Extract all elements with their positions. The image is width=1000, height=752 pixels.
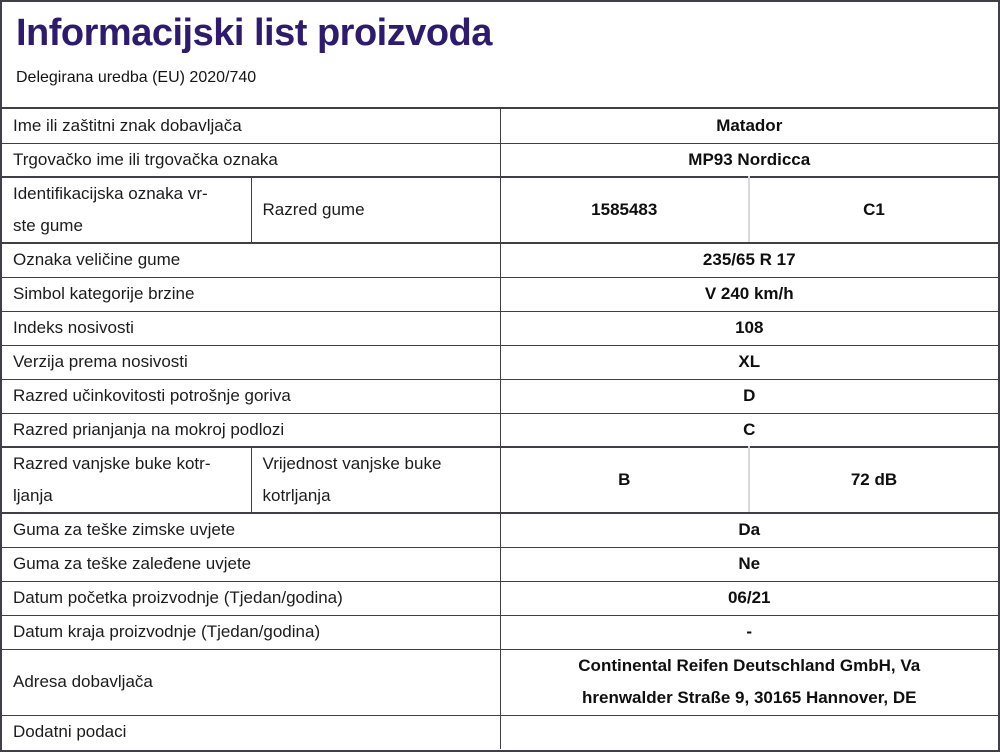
table-row: [2, 177, 998, 243]
row-value: [500, 715, 998, 749]
row-label: Oznaka veličine gume: [2, 243, 500, 277]
table-row: [2, 513, 998, 547]
product-info-table: [2, 109, 998, 749]
table-row: [2, 547, 998, 581]
table-row: [2, 447, 998, 513]
row-value: -: [500, 615, 998, 649]
row-value-primary: B: [500, 447, 749, 513]
table-row: [2, 715, 998, 749]
row-label: Razred vanjske buke kotr- ljanja: [2, 447, 251, 513]
row-sublabel: Razred gume: [251, 177, 500, 243]
row-value: V 240 km/h: [500, 277, 998, 311]
row-value: XL: [500, 345, 998, 379]
table-row: [2, 277, 998, 311]
table-row: [2, 345, 998, 379]
row-label: Datum početka proizvodnje (Tjedan/godina): [2, 581, 500, 615]
regulation-subtitle: Delegirana uredba (EU) 2020/740: [16, 69, 257, 86]
row-value-primary: 1585483: [500, 177, 749, 243]
table-row: [2, 581, 998, 615]
table-row: [2, 413, 998, 447]
row-label: Guma za teške zimske uvjete: [2, 513, 500, 547]
row-label: Razred prianjanja na mokroj podlozi: [2, 413, 500, 447]
table-row: [2, 143, 998, 177]
table-row: [2, 615, 998, 649]
row-value: Da: [500, 513, 998, 547]
table-row: [2, 311, 998, 345]
row-label: Adresa dobavljača: [2, 649, 500, 715]
table-row: [2, 379, 998, 413]
row-label: Simbol kategorije brzine: [2, 277, 500, 311]
row-value: 235/65 R 17: [500, 243, 998, 277]
row-value: C: [500, 413, 998, 447]
row-sublabel: Vrijednost vanjske buke kotrljanja: [251, 447, 500, 513]
row-label: Trgovačko ime ili trgovačka oznaka: [2, 143, 500, 177]
document-header: [2, 2, 998, 109]
row-value: Matador: [500, 109, 998, 143]
row-label: Datum kraja proizvodnje (Tjedan/godina): [2, 615, 500, 649]
row-label: Razred učinkovitosti potrošnje goriva: [2, 379, 500, 413]
row-value: 06/21: [500, 581, 998, 615]
table-row: [2, 649, 998, 715]
row-label: Identifikacijska oznaka vr- ste gume: [2, 177, 251, 243]
table-row: [2, 243, 998, 277]
page-title: Informacijski list proizvoda: [16, 12, 492, 54]
row-label: Dodatni podaci: [2, 715, 500, 749]
row-value-secondary: 72 dB: [749, 447, 998, 513]
row-label: Ime ili zaštitni znak dobavljača: [2, 109, 500, 143]
row-value: MP93 Nordicca: [500, 143, 998, 177]
table-row: [2, 109, 998, 143]
row-value: Ne: [500, 547, 998, 581]
row-value-secondary: C1: [749, 177, 998, 243]
row-value: 108: [500, 311, 998, 345]
row-label: Verzija prema nosivosti: [2, 345, 500, 379]
row-value: Continental Reifen Deutschland GmbH, Va hrenwalder Straße 9, 30165 Hannover, DE: [500, 649, 998, 715]
product-table-body: [2, 109, 998, 749]
row-value: D: [500, 379, 998, 413]
row-label: Guma za teške zaleđene uvjete: [2, 547, 500, 581]
row-label: Indeks nosivosti: [2, 311, 500, 345]
